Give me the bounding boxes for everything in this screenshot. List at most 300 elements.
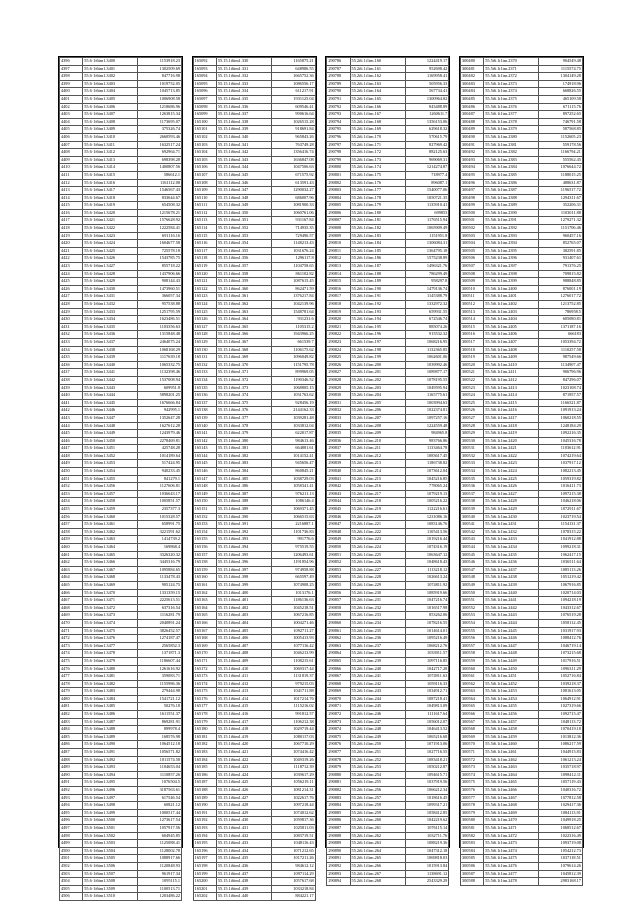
row-code-cell: 55.2i6.1i1tm.187 — [350, 263, 405, 271]
table-row — [460, 680, 582, 688]
table-row — [193, 566, 315, 574]
row-code-cell: 55.2i6.1i1tm.165 — [350, 95, 405, 103]
row-value-cell: 1352647.28 — [138, 414, 182, 422]
row-id-cell: 165140 — [193, 422, 216, 430]
row-code-cell: 55.6·1i6tm1.3490 — [83, 741, 138, 749]
row-value-cell: 671115.76 — [539, 103, 583, 111]
row-id-cell: 300492 — [460, 149, 483, 157]
row-id-cell: 4431 — [60, 323, 83, 331]
row-code-cell: 55.6·1i6tm1.3451 — [83, 445, 138, 453]
row-code-cell: 55.15.1i6tm1.341 — [216, 141, 271, 149]
row-value-cell: 1038729.03 — [271, 475, 315, 483]
row-code-cell: 55.15.1i6tm1.396 — [216, 559, 271, 567]
row-id-cell: 4433 — [60, 338, 83, 346]
row-value-cell: 855718.22 — [138, 263, 182, 271]
table-row — [327, 354, 449, 362]
row-id-cell: 4460 — [60, 544, 83, 552]
row-value-cell: 1290032.27 — [271, 187, 315, 195]
table-row — [60, 58, 182, 66]
table-row — [60, 240, 182, 248]
table-row — [327, 536, 449, 544]
row-value-cell: 1073612.04 — [405, 468, 449, 476]
row-value-cell: 1049595.94 — [405, 384, 449, 392]
row-code-cell: 55.15.1i6tm1.336 — [216, 103, 271, 111]
row-value-cell: 1165875.21 — [271, 58, 315, 66]
row-id-cell: 165188 — [193, 787, 216, 795]
row-value-cell: 1095216.49 — [405, 635, 449, 643]
row-value-cell: 1068216.95 — [405, 338, 449, 346]
row-code-cell: 55.2i6.1i1tm.179 — [350, 202, 405, 210]
row-value-cell: 1097257.16 — [405, 414, 449, 422]
row-code-cell: 55.5i6.1i1tm.2379 — [484, 126, 539, 134]
row-id-cell: 300498 — [460, 194, 483, 202]
row-value-cell: 1074012.62 — [271, 809, 315, 817]
table-row — [327, 346, 449, 354]
table-row — [60, 460, 182, 468]
row-value-cell: 1215678.21 — [138, 209, 182, 217]
table-row — [327, 498, 449, 506]
row-code-cell: 55.2i6.1i1tm.247 — [350, 718, 405, 726]
row-id-cell: 290888 — [327, 832, 350, 840]
row-value-cell: 665597.49 — [271, 574, 315, 582]
row-id-cell: 4420 — [60, 240, 83, 248]
row-value-cell: 672546.74 — [405, 316, 449, 324]
row-code-cell: 55.5i6.1i1tm.2374 — [484, 88, 539, 96]
row-id-cell: 300534 — [460, 468, 483, 476]
row-value-cell: 1056012.07 — [405, 718, 449, 726]
row-value-cell: 2464075.24 — [138, 338, 182, 346]
row-id-cell: 165127 — [193, 323, 216, 331]
table-row — [193, 369, 315, 377]
row-value-cell: 975519.55 — [271, 544, 315, 552]
table-row — [460, 149, 582, 157]
row-code-cell: 55.6·1i6tm1.3407 — [83, 111, 138, 119]
row-value-cell: 1045713.85 — [138, 88, 182, 96]
row-code-cell: 55.5i6.1i1tm.2429 — [484, 506, 539, 514]
row-value-cell: 659931.55 — [405, 308, 449, 316]
row-id-cell: 4470 — [60, 619, 83, 627]
table-row — [193, 460, 315, 468]
row-id-cell: 165107 — [193, 171, 216, 179]
row-code-cell: 55.5i6.1i1tm.2414 — [484, 392, 539, 400]
row-value-cell: 1071212.65 — [271, 847, 315, 855]
row-id-cell: 165197 — [193, 855, 216, 863]
row-id-cell: 300489 — [460, 126, 483, 134]
row-code-cell: 55.2i6.1i1tm.221 — [350, 521, 405, 529]
row-id-cell: 165201 — [193, 885, 216, 893]
row-id-cell: 4399 — [60, 80, 83, 88]
row-id-cell: 290798 — [327, 149, 350, 157]
row-id-cell: 290884 — [327, 802, 350, 810]
row-id-cell: 290842 — [327, 483, 350, 491]
row-code-cell: 55.6·1i6tm1.3485 — [83, 703, 138, 711]
row-id-cell: 300570 — [460, 741, 483, 749]
row-code-cell: 55.2i6.1i1tm.267 — [350, 870, 405, 878]
row-code-cell: 55.15.1i6tm1.340 — [216, 133, 271, 141]
row-value-cell: 1037118.51 — [539, 855, 583, 863]
row-code-cell: 55.5i6.1i1tm.2417 — [484, 414, 539, 422]
row-id-cell: 300500 — [460, 209, 483, 217]
row-id-cell: 4453 — [60, 490, 83, 498]
table-row — [460, 164, 582, 172]
row-code-cell: 55.5i6.1i1tm.2453 — [484, 688, 539, 696]
table-row — [193, 225, 315, 233]
table-row — [327, 217, 449, 225]
row-id-cell: 165131 — [193, 354, 216, 362]
row-id-cell: 290873 — [327, 718, 350, 726]
row-id-cell: 290849 — [327, 536, 350, 544]
row-code-cell: 55.15.1i6tm1.349 — [216, 202, 271, 210]
row-value-cell: 906796.96 — [539, 369, 583, 377]
row-code-cell: 55.2i6.1i1tm.180 — [350, 209, 405, 217]
table-row — [60, 771, 182, 779]
table-row — [193, 711, 315, 719]
row-id-cell: 290797 — [327, 141, 350, 149]
row-value-cell: 1059319.82 — [539, 475, 583, 483]
row-code-cell: 55.5i6.1i1tm.2388 — [484, 194, 539, 202]
table-row — [460, 414, 582, 422]
row-id-cell: 290811 — [327, 247, 350, 255]
row-value-cell: 1019216.44 — [405, 536, 449, 544]
row-value-cell: 847716.98 — [138, 73, 182, 81]
row-code-cell: 55.15.1i6tm1.401 — [216, 597, 271, 605]
row-value-cell: 1013176.1 — [271, 589, 315, 597]
table-row — [60, 604, 182, 612]
table-row — [460, 695, 582, 703]
table-row — [327, 149, 449, 157]
table-row — [460, 612, 582, 620]
table-row — [193, 430, 315, 438]
row-code-cell: 55.2i6.1i1tm.201 — [350, 369, 405, 377]
row-id-cell: 165175 — [193, 688, 216, 696]
row-id-cell: 165157 — [193, 551, 216, 559]
row-value-cell: 1039617.29 — [271, 771, 315, 779]
table-row — [60, 597, 182, 605]
row-value-cell: 1045218.51 — [271, 604, 315, 612]
row-id-cell: 165124 — [193, 301, 216, 309]
row-value-cell: 2144162.33 — [271, 407, 315, 415]
row-id-cell: 290859 — [327, 612, 350, 620]
row-value-cell: 629618.32 — [405, 126, 449, 134]
row-code-cell: 55.2i6.1i1tm.240 — [350, 665, 405, 673]
row-code-cell: 55.2i6.1i1tm.249 — [350, 733, 405, 741]
table-row — [60, 149, 182, 157]
row-value-cell: 1077812.58 — [539, 794, 583, 802]
row-code-cell: 55.15.1i6tm1.370 — [216, 361, 271, 369]
row-id-cell: 165103 — [193, 141, 216, 149]
row-code-cell: 55.2i6.1i1tm.204 — [350, 392, 405, 400]
row-id-cell: 300511 — [460, 293, 483, 301]
row-value-cell: 664881.61 — [271, 445, 315, 453]
row-code-cell: 55.5i6.1i1tm.2435 — [484, 551, 539, 559]
row-id-cell: 4415 — [60, 202, 83, 210]
row-id-cell: 290790 — [327, 88, 350, 96]
row-code-cell: 55.2i6.1i1tm.207 — [350, 414, 405, 422]
row-id-cell: 300510 — [460, 285, 483, 293]
row-id-cell: 300574 — [460, 771, 483, 779]
row-value-cell: 5898201.25 — [138, 392, 182, 400]
row-id-cell: 4403 — [60, 111, 83, 119]
table-row — [327, 95, 449, 103]
row-value-cell: 1049319.26 — [271, 756, 315, 764]
row-value-cell: 488631.87 — [539, 179, 583, 187]
table-row — [60, 483, 182, 491]
row-id-cell: 4398 — [60, 73, 83, 81]
table-row — [60, 270, 182, 278]
row-id-cell: 165163 — [193, 597, 216, 605]
row-code-cell: 55.2i6.1i1tm.222 — [350, 528, 405, 536]
row-code-cell: 55.5i6.1i1tm.2420 — [484, 437, 539, 445]
row-value-cell: 1105413.56 — [405, 528, 449, 536]
row-id-cell: 4446 — [60, 437, 83, 445]
row-value-cell: 1191854.96 — [271, 559, 315, 567]
row-value-cell: 1260611.7 — [405, 111, 449, 119]
row-id-cell: 290854 — [327, 574, 350, 582]
row-id-cell: 165099 — [193, 111, 216, 119]
row-value-cell: 1036643.17 — [138, 490, 182, 498]
row-code-cell: 55.6·1i6tm1.3510 — [83, 893, 138, 901]
row-code-cell: 55.2i6.1i1tm.210 — [350, 437, 405, 445]
row-id-cell: 300545 — [460, 551, 483, 559]
row-code-cell: 55.15.1i6tm1.383 — [216, 460, 271, 468]
row-code-cell: 55.2i6.1i1tm.242 — [350, 680, 405, 688]
table-row — [193, 468, 315, 476]
row-value-cell: 1173695.07 — [138, 118, 182, 126]
row-id-cell: 290878 — [327, 756, 350, 764]
row-code-cell: 55.15.1i6tm1.339 — [216, 126, 271, 134]
row-id-cell: 300533 — [460, 460, 483, 468]
row-value-cell: 931167.84 — [271, 217, 315, 225]
table-block-3 — [325, 56, 450, 884]
row-value-cell: 1092711.27 — [271, 627, 315, 635]
row-code-cell: 55.15.1i6tm1.440 — [216, 893, 271, 901]
row-code-cell: 55.6·1i6tm1.3445 — [83, 399, 138, 407]
row-code-cell: 55.5i6.1i1tm.2373 — [484, 80, 539, 88]
row-id-cell: 290840 — [327, 468, 350, 476]
table-row — [60, 490, 182, 498]
row-code-cell: 55.5i6.1i1tm.2449 — [484, 657, 539, 665]
row-value-cell: 699853 — [405, 209, 449, 217]
table-row — [460, 490, 582, 498]
table-row — [460, 627, 582, 635]
row-code-cell: 55.6·1i6tm1.3424 — [83, 240, 138, 248]
row-value-cell: 1082213.45 — [539, 468, 583, 476]
row-value-cell: 940233.45 — [138, 468, 182, 476]
row-value-cell: 827969.42 — [405, 141, 449, 149]
row-code-cell: 55.6·1i6tm1.3458 — [83, 498, 138, 506]
row-code-cell: 55.15.1i6tm1.348 — [216, 194, 271, 202]
row-code-cell: 55.15.1i6tm1.389 — [216, 506, 271, 514]
row-id-cell: 300517 — [460, 338, 483, 346]
row-id-cell: 290867 — [327, 673, 350, 681]
row-id-cell: 300539 — [460, 506, 483, 514]
table-row — [60, 711, 182, 719]
row-code-cell: 55.6·1i6tm1.3450 — [83, 437, 138, 445]
row-value-cell: 1060761.06 — [271, 209, 315, 217]
table-row — [60, 741, 182, 749]
table-row — [60, 452, 182, 460]
row-value-cell: 1098412.11 — [539, 771, 583, 779]
row-value-cell: 1115216.02 — [271, 703, 315, 711]
row-value-cell: 1071913.06 — [405, 741, 449, 749]
row-code-cell: 55.6·1i6tm1.3465 — [83, 551, 138, 559]
row-id-cell: 165160 — [193, 574, 216, 582]
row-id-cell: 290806 — [327, 209, 350, 217]
row-id-cell: 165095 — [193, 80, 216, 88]
table-row — [193, 627, 315, 635]
row-code-cell: 55.6·1i6tm1.3489 — [83, 733, 138, 741]
table-row — [460, 771, 582, 779]
row-value-cell: 1169958.41 — [405, 73, 449, 81]
row-code-cell: 55.15.1i6tm1.408 — [216, 650, 271, 658]
row-value-cell: 1059817.36 — [271, 817, 315, 825]
row-id-cell: 165102 — [193, 133, 216, 141]
row-code-cell: 55.6·1i6tm1.3471 — [83, 597, 138, 605]
row-value-cell: 1186607.44 — [138, 657, 182, 665]
row-value-cell: 1036511.64 — [539, 559, 583, 567]
row-value-cell: 1356153.06 — [405, 118, 449, 126]
row-code-cell: 55.6·1i6tm1.3422 — [83, 225, 138, 233]
table-row — [460, 430, 582, 438]
row-value-cell: 860845.21 — [271, 468, 315, 476]
row-code-cell: 55.2i6.1i1tm.253 — [350, 764, 405, 772]
row-code-cell: 55.15.1i6tm1.380 — [216, 437, 271, 445]
row-value-cell: 1072911.67 — [539, 506, 583, 514]
row-code-cell: 55.6·1i6tm1.3463 — [83, 536, 138, 544]
row-value-cell: 1022316.49 — [539, 832, 583, 840]
row-value-cell: 60821.12 — [138, 802, 182, 810]
row-value-cell: 1063647.12 — [405, 551, 449, 559]
row-value-cell: 991776.6 — [271, 536, 315, 544]
row-value-cell: 1273617.54 — [138, 817, 182, 825]
row-code-cell: 55.15.1i6tm1.419 — [216, 733, 271, 741]
row-id-cell: 4418 — [60, 225, 83, 233]
row-id-cell: 165149 — [193, 490, 216, 498]
row-id-cell: 4477 — [60, 673, 83, 681]
table-row — [460, 293, 582, 301]
row-id-cell: 165184 — [193, 756, 216, 764]
row-id-cell: 4447 — [60, 445, 83, 453]
row-id-cell: 165199 — [193, 870, 216, 878]
table-row — [193, 141, 315, 149]
row-value-cell: 1110257.58 — [539, 346, 583, 354]
row-id-cell: 290882 — [327, 787, 350, 795]
row-code-cell: 55.6·1i6tm1.3479 — [83, 657, 138, 665]
row-code-cell: 55.5i6.1i1tm.2406 — [484, 331, 539, 339]
row-id-cell: 4482 — [60, 711, 83, 719]
row-code-cell: 55.5i6.1i1tm.2424 — [484, 468, 539, 476]
row-code-cell: 55.6·1i6tm1.3413 — [83, 156, 138, 164]
row-id-cell: 300525 — [460, 399, 483, 407]
row-id-cell: 165138 — [193, 407, 216, 415]
row-value-cell: 984612.12 — [271, 862, 315, 870]
row-value-cell: 718977.4 — [405, 171, 449, 179]
table-row — [460, 118, 582, 126]
table-row — [60, 384, 182, 392]
row-code-cell: 55.6·1i6tm1.3484 — [83, 695, 138, 703]
row-id-cell: 290869 — [327, 688, 350, 696]
row-code-cell: 55.2i6.1i1tm.209 — [350, 430, 405, 438]
table-row — [193, 490, 315, 498]
row-id-cell: 300501 — [460, 217, 483, 225]
row-id-cell: 300508 — [460, 270, 483, 278]
row-value-cell: 1296117.8 — [271, 255, 315, 263]
row-id-cell: 4483 — [60, 718, 83, 726]
row-code-cell: 55.5i6.1i1tm.2439 — [484, 581, 539, 589]
row-value-cell: 1087218.41 — [405, 695, 449, 703]
row-value-cell: 1543785.75 — [138, 255, 182, 263]
row-id-cell: 165198 — [193, 862, 216, 870]
table-row — [460, 733, 582, 741]
table-row — [193, 855, 315, 863]
row-code-cell: 55.6·1i6tm1.3430 — [83, 285, 138, 293]
table-row — [460, 80, 582, 88]
row-id-cell: 165093 — [193, 65, 216, 73]
table-row — [460, 703, 582, 711]
row-code-cell: 55.6·1i6tm1.3421 — [83, 217, 138, 225]
row-code-cell: 55.6·1i6tm1.3412 — [83, 149, 138, 157]
row-value-cell: 1623486.51 — [138, 316, 182, 324]
row-id-cell: 290841 — [327, 475, 350, 483]
table-row — [193, 308, 315, 316]
row-id-cell: 4480 — [60, 695, 83, 703]
row-id-cell: 165195 — [193, 840, 216, 848]
row-value-cell: 1060218.55 — [539, 414, 583, 422]
row-code-cell: 55.6·1i6tm1.3435 — [83, 323, 138, 331]
row-code-cell: 55.15.1i6tm1.432 — [216, 832, 271, 840]
row-value-cell: 1019752.05 — [138, 80, 182, 88]
row-code-cell: 55.6·1i6tm1.3494 — [83, 771, 138, 779]
row-id-cell: 300528 — [460, 422, 483, 430]
row-code-cell: 55.5i6.1i1tm.2408 — [484, 346, 539, 354]
row-code-cell: 55.6·1i6tm1.3470 — [83, 589, 138, 597]
table-row — [193, 171, 315, 179]
row-code-cell: 55.15.1i6tm1.361 — [216, 293, 271, 301]
row-code-cell: 55.15.1i6tm1.427 — [216, 794, 271, 802]
row-value-cell: 990616.64 — [271, 111, 315, 119]
table-row — [193, 73, 315, 81]
table-row — [60, 422, 182, 430]
table-row — [327, 551, 449, 559]
row-value-cell: 853262.06 — [405, 612, 449, 620]
row-value-cell: 876001.19 — [539, 285, 583, 293]
row-value-cell: 1117639.18 — [138, 354, 182, 362]
table-row — [193, 354, 315, 362]
row-value-cell: 1041912.88 — [539, 536, 583, 544]
row-id-cell: 290864 — [327, 650, 350, 658]
row-code-cell: 55.6·1i6tm1.3481 — [83, 673, 138, 681]
row-id-cell: 290886 — [327, 817, 350, 825]
row-id-cell: 300482 — [460, 73, 483, 81]
row-value-cell: 1017214.76 — [271, 695, 315, 703]
table-row — [60, 247, 182, 255]
row-id-cell: 4496 — [60, 817, 83, 825]
row-value-cell: 2216887.1 — [271, 521, 315, 529]
row-id-cell: 4400 — [60, 88, 83, 96]
row-value-cell: 1045316.78 — [539, 437, 583, 445]
row-id-cell: 290828 — [327, 376, 350, 384]
row-id-cell: 4412 — [60, 179, 83, 187]
table-row — [193, 802, 315, 810]
row-id-cell: 290819 — [327, 308, 350, 316]
row-id-cell: 165132 — [193, 361, 216, 369]
row-value-cell: 1035718.97 — [539, 764, 583, 772]
row-value-cell: 1018616.45 — [405, 794, 449, 802]
row-value-cell: 1000517.44 — [138, 809, 182, 817]
row-id-cell: 290813 — [327, 263, 350, 271]
row-code-cell: 55.6·1i6tm1.3497 — [83, 794, 138, 802]
table-row — [327, 430, 449, 438]
